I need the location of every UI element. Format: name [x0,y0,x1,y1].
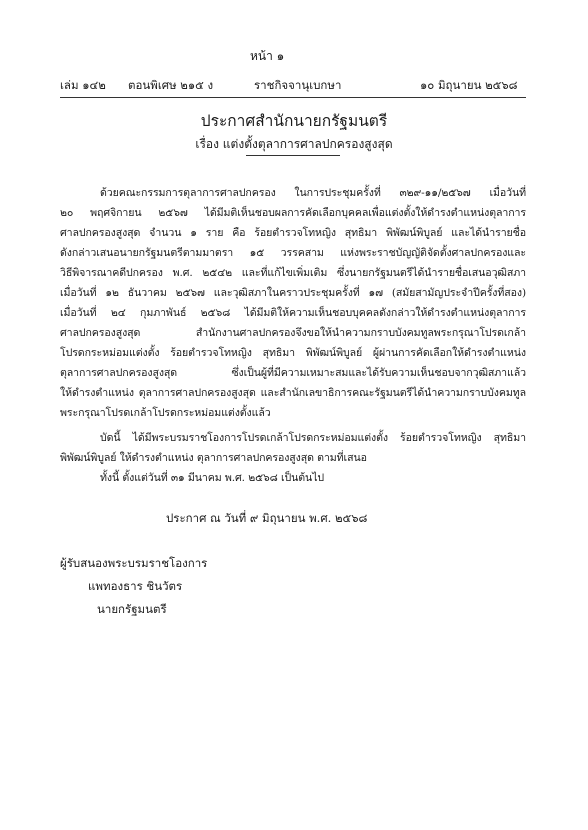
volume-label: เล่ม ๑๔๒ [60,78,106,92]
countersign-label: ผู้รับสนองพระบรมราชโองการ [60,556,208,570]
announcement-title: ประกาศสำนักนายกรัฐมนตรี [200,112,388,130]
announcement-date: ประกาศ ณ วันที่ ๙ มิถุนายน พ.ศ. ๒๕๖๘ [166,511,368,525]
issue-label: ตอนพิเศษ ๒๑๕ ง [128,78,214,92]
signatory-position: นายกรัฐมนตรี [97,602,167,616]
paragraph-line: ด้วยคณะกรรมการตุลาการศาลปกครอง ในการประชุมครั้งที่ ๓๒๙-๑๑/๒๕๖๗ เมื่อวันที่ [100,187,526,199]
paragraph-line: โปรดกระหม่อมแต่งตั้ง ร้อยตำรวจโทหญิง สุทธิมา พิพัฒน์พิบูลย์ ผู้ผ่านการคัดเลือกให้ดำรงตำแหน่ง [60,347,526,359]
paragraph-line: ๒๐ พฤศจิกายน ๒๕๖๗ ได้มีมติเห็นชอบผลการคัดเลือกบุคคลเพื่อแต่งตั้งให้ดำรงตำแหน่งตุลาการ [60,207,526,219]
paragraph-line: วิธีพิจารณาคดีปกครอง พ.ศ. ๒๕๔๒ และที่แก้ไขเพิ่มเติม ซึ่งนายกรัฐมนตรีได้นำรายชื่อเสนอวุฒิสภา [60,267,526,279]
paragraph-line: พระกรุณาโปรดเกล้าโปรดกระหม่อมแต่งตั้งแล้ว [60,407,271,419]
paragraph-line: ตุลาการศาลปกครองสูงสุด ซึ่งเป็นผู้ที่มีความเหมาะสมและได้รับความเห็นชอบจากวุฒิสภาแล้ว [60,367,526,379]
gazette-date: ๑๐ มิถุนายน ๒๕๖๘ [420,78,518,92]
signatory-name: แพทองธาร ชินวัตร [88,579,183,593]
title-underline [246,155,340,156]
paragraph-line: เมื่อวันที่ ๑๒ ธันวาคม ๒๕๖๗ และวุฒิสภาในคราวประชุมครั้งที่ ๑๗ (สมัยสามัญประจำปีครั้งที่สอง) [60,287,526,299]
paragraph-line: บัดนี้ ได้มีพระบรมราชโองการโปรดเกล้าโปรดกระหม่อมแต่งตั้ง ร้อยตำรวจโทหญิง สุทธิมา [100,432,526,444]
page-number: หน้า ๑ [250,49,285,63]
paragraph-line: เมื่อวันที่ ๒๔ กุมภาพันธ์ ๒๕๖๘ ได้มีมติให้ความเห็นชอบบุคคลดังกล่าวให้ดำรงตำแหน่งตุลาการ [60,307,526,319]
paragraph-line: ดังกล่าวเสนอนายกรัฐมนตรีตามมาตรา ๑๕ วรรคสาม แห่งพระราชบัญญัติจัดตั้งศาลปกครองและ [60,247,526,259]
paragraph-line: ให้ดำรงตำแหน่ง ตุลาการศาลปกครองสูงสุด และสำนักเลขาธิการคณะรัฐมนตรีได้นำความกราบบังคมทูล [60,387,526,399]
paragraph-line: ศาลปกครองสูงสุด จำนวน ๑ ราย คือ ร้อยตำรวจโทหญิง สุทธิมา พิพัฒน์พิบูลย์ และได้นำรายชื่อ [60,227,526,239]
header-divider [60,97,526,98]
paragraph-line: พิพัฒน์พิบูลย์ ให้ดำรงตำแหน่ง ตุลาการศาลปกครองสูงสุด ตามที่เสนอ [60,452,367,464]
paragraph-line: ศาลปกครองสูงสุด สำนักงานศาลปกครองจึงขอให้นำความกราบบังคมทูลพระกรุณาโปรดเกล้า [60,327,526,339]
gazette-name: ราชกิจจานุเบกษา [254,78,342,92]
paragraph-line: ทั้งนี้ ตั้งแต่วันที่ ๓๑ มีนาคม พ.ศ. ๒๕๖๘ เป็นต้นไป [100,472,325,484]
announcement-subject: เรื่อง แต่งตั้งตุลาการศาลปกครองสูงสุด [195,137,393,151]
